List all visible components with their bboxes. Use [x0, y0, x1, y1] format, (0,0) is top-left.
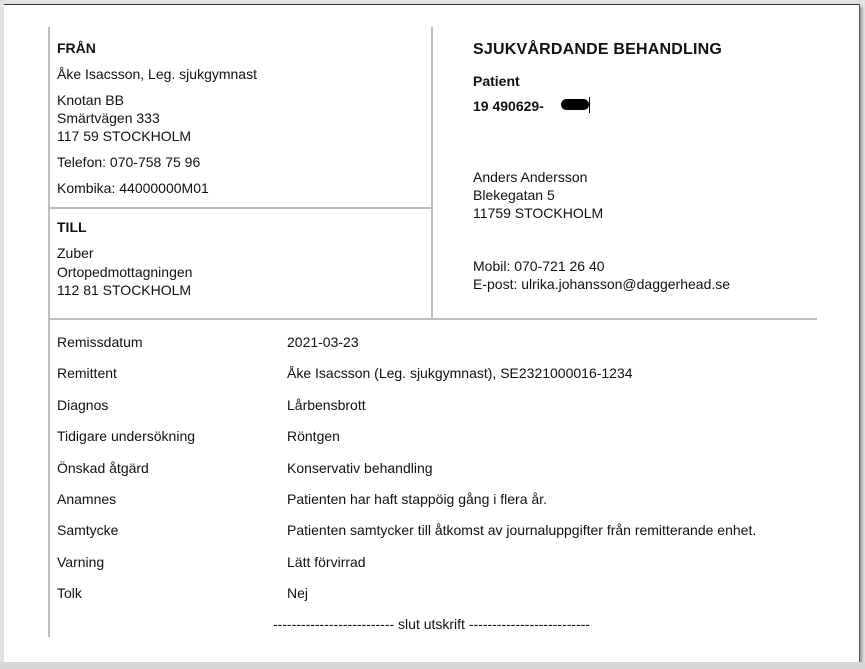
field-label-varning: Varning: [57, 554, 105, 570]
field-value-varning: Lätt förvirrad: [287, 554, 366, 570]
field-value-samtycke: Patienten samtycker till åtkomst av journaluppgifter från remitterande enhet.: [287, 522, 757, 538]
patient-id: 19 490629-: [473, 98, 544, 114]
frame-line-header-divider: [50, 318, 817, 320]
field-value-remittent: Åke Isacsson (Leg. sjukgymnast), SE2321000016-1234: [287, 365, 633, 381]
field-value-diagnos: Lårbensbrott: [287, 397, 366, 413]
frame-line-middle: [431, 27, 433, 318]
from-phone: Telefon: 070-758 75 96: [57, 154, 201, 170]
field-value-tidigare-undersokning: Röntgen: [287, 428, 340, 444]
field-label-diagnos: Diagnos: [57, 397, 109, 413]
from-address-line: 117 59 STOCKHOLM: [57, 128, 192, 144]
to-line: 112 81 STOCKHOLM: [57, 282, 192, 298]
frame-line-left: [48, 27, 50, 637]
patient-address-line: Blekegatan 5: [473, 187, 555, 203]
patient-mobile: Mobil: 070-721 26 40: [473, 258, 605, 274]
patient-email: E-post: ulrika.johansson@daggerhead.se: [473, 276, 731, 292]
field-value-onskad-atgard: Konservativ behandling: [287, 460, 433, 476]
from-heading: FRÅN: [57, 40, 96, 56]
end-of-print-marker: -------------------------- slut utskrift --------------------------: [272, 616, 591, 632]
document-title: SJUKVÅRDANDE BEHANDLING: [473, 41, 723, 58]
field-label-samtycke: Samtycke: [57, 522, 119, 538]
from-address-line: Smärtvägen 333: [57, 110, 160, 126]
frame-line-from-to-divider: [50, 207, 431, 209]
from-address-line: Knotan BB: [57, 92, 124, 108]
field-label-onskad-atgard: Önskad åtgärd: [57, 460, 149, 476]
to-heading: TILL: [57, 219, 87, 235]
to-line: Zuber: [57, 245, 94, 261]
field-label-anamnes: Anamnes: [57, 491, 117, 507]
to-line: Ortopedmottagningen: [57, 264, 193, 280]
window-bottom-edge: [0, 662, 865, 669]
from-kombika: Kombika: 44000000M01: [57, 180, 209, 196]
field-value-anamnes: Patienten har haft stappöig gång i flera år.: [287, 491, 547, 507]
redaction-mark-edge: [589, 97, 590, 113]
patient-address-line: 11759 STOCKHOLM: [473, 205, 604, 221]
field-label-remissdatum: Remissdatum: [57, 334, 143, 350]
redaction-mark: [561, 99, 589, 110]
field-label-tolk: Tolk: [57, 585, 82, 601]
field-label-tidigare-undersokning: Tidigare undersökning: [57, 428, 196, 444]
patient-heading: Patient: [473, 73, 520, 89]
field-value-tolk: Nej: [287, 585, 309, 601]
field-label-remittent: Remittent: [57, 365, 117, 381]
document-page: [4, 4, 860, 663]
patient-address-line: Anders Andersson: [473, 169, 588, 185]
from-sender: Åke Isacsson, Leg. sjukgymnast: [57, 66, 257, 82]
field-value-remissdatum: 2021-03-23: [287, 334, 359, 350]
